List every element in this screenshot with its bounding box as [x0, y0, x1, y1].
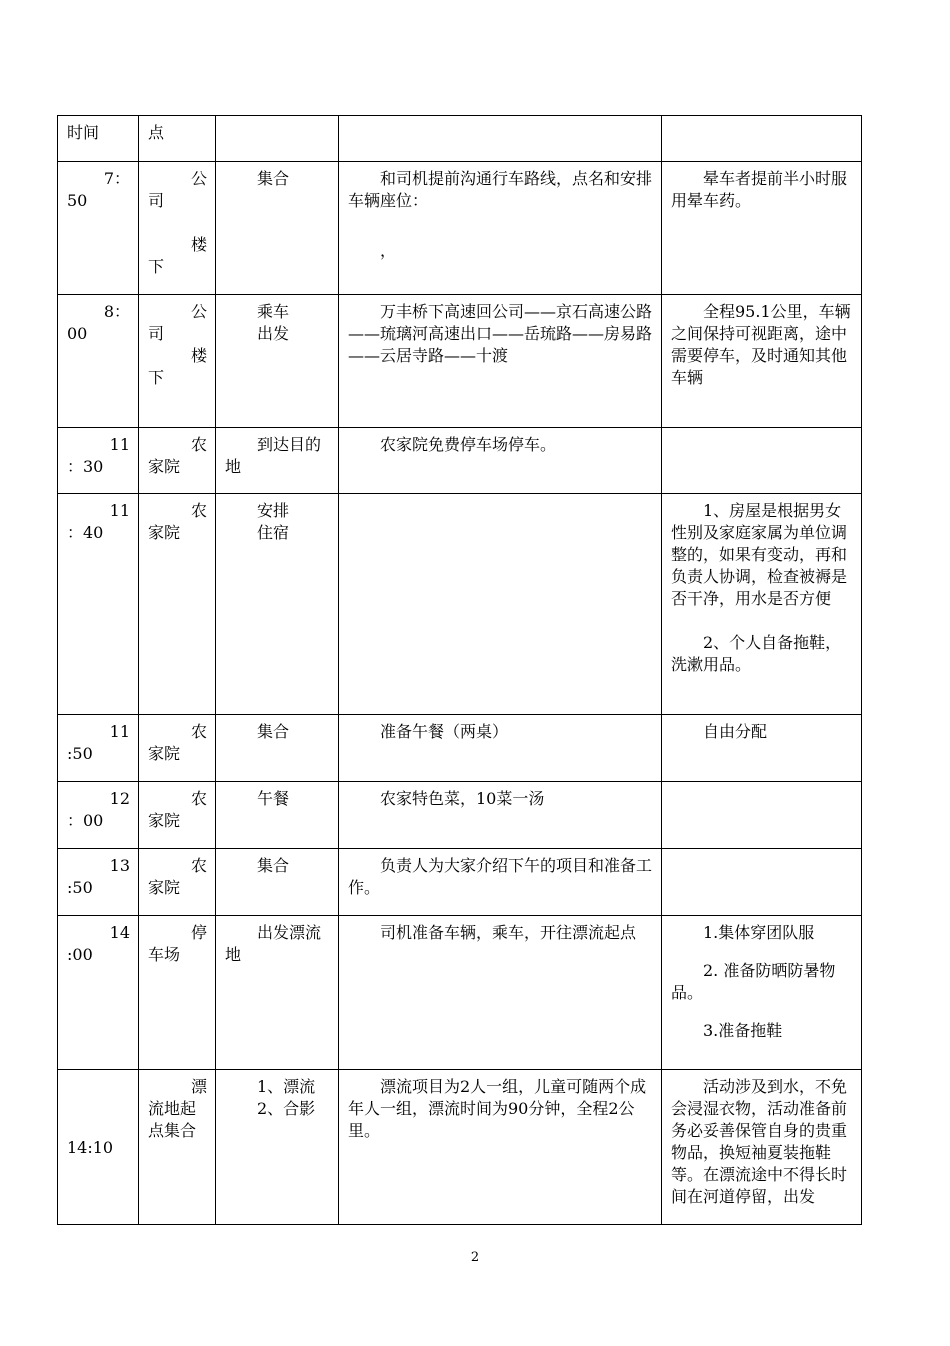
time-cell: 14 :00 [58, 916, 139, 1070]
activity-cell: 午餐 [216, 782, 339, 849]
time-cell: 14:10 [58, 1070, 139, 1225]
table-row [58, 715, 862, 782]
activity-cell: 安排 住宿 [216, 494, 339, 715]
place-cell: 漂 流地起点集合 [139, 1070, 216, 1225]
detail-cell [339, 494, 662, 715]
page-number: 2 [470, 1250, 480, 1265]
table-row [58, 849, 862, 916]
time-cell: 12 ：00 [58, 782, 139, 849]
header-note [662, 116, 862, 162]
table-row [58, 494, 862, 715]
time-cell: 13 :50 [58, 849, 139, 916]
place-cell: 农 家院 [139, 428, 216, 494]
activity-cell: 出发漂流地 [216, 916, 339, 1070]
note-cell: 晕车者提前半小时服用晕车药。 [662, 162, 862, 295]
time-cell: 7： 50 [58, 162, 139, 295]
time-cell: 11 ：40 [58, 494, 139, 715]
activity-cell: 集合 [216, 162, 339, 295]
table-row [58, 782, 862, 849]
place-cell: 公 司 楼 下 [139, 162, 216, 295]
time-cell: 11 ：30 [58, 428, 139, 494]
activity-cell: 集合 [216, 715, 339, 782]
header-time: 时间 [58, 116, 139, 162]
place-cell: 农 家院 [139, 782, 216, 849]
detail-cell: 司机准备车辆，乘车，开往漂流起点 [339, 916, 662, 1070]
activity-cell: 乘车 出发 [216, 295, 339, 428]
schedule-table [57, 115, 862, 1225]
table-row [58, 916, 862, 1070]
place-cell: 农 家院 [139, 849, 216, 916]
detail-cell: 和司机提前沟通行车路线，点名和安排车辆座位： ， [339, 162, 662, 295]
place-cell: 农 家院 [139, 715, 216, 782]
activity-cell: 到达目的地 [216, 428, 339, 494]
place-cell: 农 家院 [139, 494, 216, 715]
note-cell: 自由分配 [662, 715, 862, 782]
time-cell: 11 :50 [58, 715, 139, 782]
detail-cell: 农家院免费停车场停车。 [339, 428, 662, 494]
note-cell: 全程95.1公里，车辆之间保持可视距离，途中需要停车，及时通知其他车辆 [662, 295, 862, 428]
detail-cell: 农家特色菜，10菜一汤 [339, 782, 662, 849]
detail-cell: 万丰桥下高速回公司——京石高速公路——琉璃河高速出口——岳琉路——房易路——云居寺路——十渡 [339, 295, 662, 428]
note-cell: 活动涉及到水，不免会浸湿衣物，活动准备前务必妥善保管自身的贵重物品，换短袖夏装拖鞋等。在漂流途中不得长时间在河道停留，出发 [662, 1070, 862, 1225]
table-header-row [58, 116, 862, 162]
header-detail [339, 116, 662, 162]
note-cell [662, 782, 862, 849]
table-row [58, 162, 862, 295]
activity-cell: 集合 [216, 849, 339, 916]
activity-cell: 1、漂流 2、合影 [216, 1070, 339, 1225]
note-cell: 1、房屋是根据男女性别及家庭家属为单位调整的，如果有变动，再和负责人协调，检查被褥是否干净，用水是否方便 2、个人自备拖鞋，洗漱用品。 [662, 494, 862, 715]
place-cell: 停 车场 [139, 916, 216, 1070]
time-cell: 8： 00 [58, 295, 139, 428]
detail-cell: 准备午餐（两桌） [339, 715, 662, 782]
header-activity [216, 116, 339, 162]
note-cell [662, 428, 862, 494]
table-row [58, 428, 862, 494]
place-cell: 公 司 楼 下 [139, 295, 216, 428]
detail-cell: 漂流项目为2人一组，儿童可随两个成年人一组，漂流时间为90分钟，全程2公里。 [339, 1070, 662, 1225]
header-place: 点 [139, 116, 216, 162]
detail-cell: 负责人为大家介绍下午的项目和准备工作。 [339, 849, 662, 916]
note-cell [662, 849, 862, 916]
note-cell: 1.集体穿团队服 2. 准备防晒防暑物品。 3.准备拖鞋 [662, 916, 862, 1070]
table-row [58, 295, 862, 428]
table-row [58, 1070, 862, 1225]
